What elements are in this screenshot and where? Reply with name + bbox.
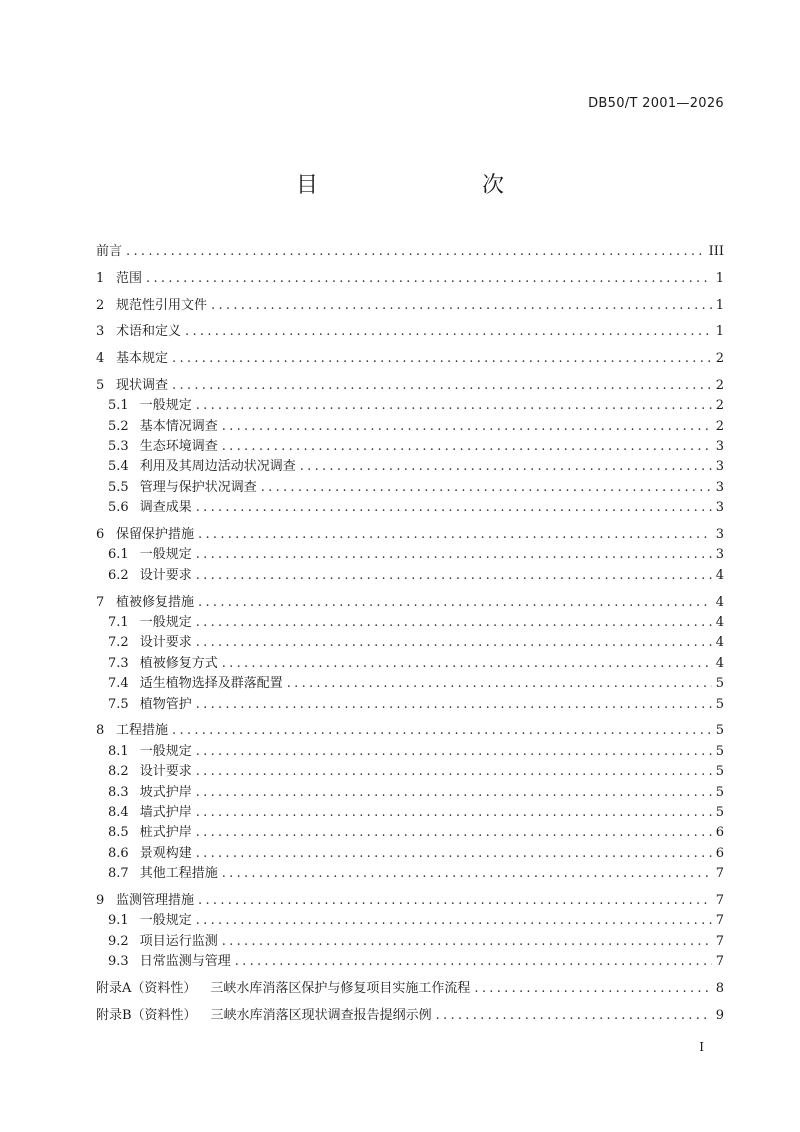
toc-entry[interactable]	[96, 911, 724, 931]
toc-entry-page: 7	[715, 933, 724, 949]
toc-entry-label: 坡式护岸	[139, 784, 192, 800]
toc-entry-label: 设计要求	[139, 635, 192, 651]
toc-entry-label: 三峡水库消落区保护与修复项目实施工作流程	[210, 980, 471, 996]
toc-entry-number: 7.3	[108, 655, 129, 671]
toc-entry-page: 5	[715, 743, 724, 759]
toc-entry-page: 2	[715, 418, 724, 434]
dot-leader	[222, 864, 712, 884]
dot-leader	[126, 242, 705, 262]
toc-entry[interactable]	[96, 376, 724, 396]
toc-entry-page: III	[708, 244, 724, 259]
toc-entry-page: 6	[715, 825, 724, 841]
toc-entry-number: 8.3	[108, 784, 129, 800]
toc-entry-label: 基本情况调查	[139, 418, 218, 434]
toc-entry-page: 3	[715, 479, 724, 495]
dot-leader	[196, 762, 712, 782]
dot-leader	[198, 891, 712, 911]
toc-entry[interactable]	[96, 593, 724, 613]
toc-entry-number: 7.4	[108, 676, 129, 692]
dot-leader	[222, 437, 712, 457]
toc-entry-page: 5	[715, 723, 724, 739]
toc-entry[interactable]	[96, 979, 724, 999]
toc-entry[interactable]	[96, 633, 724, 653]
dot-leader	[196, 823, 712, 843]
toc-entry[interactable]	[96, 952, 724, 972]
toc-entry-label: 一般规定	[139, 913, 192, 929]
page-title: 目 次	[295, 173, 544, 198]
toc-entry-page: 3	[715, 439, 724, 455]
toc-entry-page: 7	[715, 913, 724, 929]
toc-entry-number: 3	[96, 324, 105, 340]
toc-entry-number: 5.6	[108, 500, 129, 516]
toc-entry[interactable]	[96, 322, 724, 342]
dot-leader	[196, 613, 712, 633]
toc-entry-number: 附录B（资料性）	[96, 1007, 197, 1023]
toc-entry-page: 5	[715, 784, 724, 800]
toc-entry-label: 项目运行监测	[139, 933, 218, 949]
toc-entry-label: 基本规定	[116, 351, 169, 367]
toc-entry-page: 4	[715, 635, 724, 651]
toc-entry-number: 7	[96, 594, 105, 610]
toc-entry-page: 6	[715, 845, 724, 861]
toc-entry[interactable]	[96, 1006, 724, 1026]
dot-leader	[196, 498, 712, 518]
toc-entry-label: 保留保护措施	[116, 527, 195, 543]
toc-entry[interactable]	[96, 457, 724, 477]
toc-entry[interactable]	[96, 437, 724, 457]
toc-entry-page: 3	[715, 547, 724, 563]
toc-entry[interactable]	[96, 864, 724, 884]
toc-entry-number: 5.2	[108, 418, 129, 434]
toc-entry-number: 6.1	[108, 547, 129, 563]
toc-entry-number: 5	[96, 377, 105, 393]
toc-entry-label: 管理与保护状况调查	[139, 479, 257, 495]
toc-entry[interactable]	[96, 349, 724, 369]
toc-entry[interactable]	[96, 269, 724, 289]
toc-entry[interactable]	[96, 545, 724, 565]
toc-entry-page: 5	[715, 676, 724, 692]
toc-entry-page: 7	[715, 866, 724, 882]
dot-leader	[235, 952, 712, 972]
dot-leader	[222, 654, 712, 674]
toc-entry-page: 8	[715, 980, 724, 996]
toc-entry[interactable]	[96, 844, 724, 864]
toc-entry[interactable]	[96, 721, 724, 741]
toc-entry[interactable]	[96, 783, 724, 803]
toc-entry-number: 8.4	[108, 804, 129, 820]
toc-entry-number: 6.2	[108, 567, 129, 583]
toc-entry-number: 5.1	[108, 398, 129, 414]
toc-entry[interactable]	[96, 396, 724, 416]
dot-leader	[196, 783, 712, 803]
toc-entry-number: 7.2	[108, 635, 129, 651]
toc-entry-number: 8.5	[108, 825, 129, 841]
toc-entry-label: 生态环境调查	[139, 439, 218, 455]
dot-leader	[196, 844, 712, 864]
dot-leader	[196, 803, 712, 823]
toc-entry-number: 1	[96, 270, 105, 286]
dot-leader	[196, 633, 712, 653]
toc-entry[interactable]	[96, 566, 724, 586]
toc-entry-page: 7	[715, 954, 724, 970]
toc-entry-page: 4	[715, 655, 724, 671]
dot-leader	[185, 322, 712, 342]
toc-entry[interactable]	[96, 823, 724, 843]
toc-entry-label: 调查成果	[139, 500, 192, 516]
toc-entry-label: 设计要求	[139, 567, 192, 583]
toc-entry-number: 6	[96, 527, 105, 543]
toc-entry-page: 2	[715, 398, 724, 414]
toc-entry-label: 术语和定义	[116, 324, 182, 340]
toc-entry-label: 植被修复措施	[116, 594, 195, 610]
toc-entry-label: 植物管护	[139, 696, 192, 712]
toc-entry[interactable]	[96, 613, 724, 633]
toc-entry-label: 日常监测与管理	[139, 954, 231, 970]
dot-leader	[196, 695, 712, 715]
toc-entry-label: 三峡水库消落区现状调查报告提纲示例	[210, 1007, 432, 1023]
toc-entry-label: 利用及其周边活动状况调查	[139, 459, 296, 475]
document-code: DB50/T 2001—2026	[588, 96, 724, 111]
page-number: I	[699, 1040, 704, 1054]
toc-entry[interactable]	[96, 498, 724, 518]
toc-entry[interactable]	[96, 803, 724, 823]
dot-leader	[172, 376, 712, 396]
toc-entry-number: 4	[96, 351, 105, 367]
toc-entry-label: 其他工程措施	[139, 866, 218, 882]
dot-leader	[261, 478, 712, 498]
dot-leader	[436, 1006, 712, 1026]
toc-entry-number: 9.1	[108, 913, 129, 929]
dot-leader	[198, 593, 712, 613]
toc-entry[interactable]	[96, 695, 724, 715]
dot-leader	[172, 349, 712, 369]
dot-leader	[211, 296, 712, 316]
dot-leader	[196, 396, 712, 416]
dot-leader	[474, 979, 711, 999]
dot-leader	[196, 911, 712, 931]
toc-entry[interactable]	[96, 478, 724, 498]
toc-entry[interactable]	[96, 525, 724, 545]
toc-entry-number: 5.3	[108, 439, 129, 455]
toc-entry-label: 前言	[96, 244, 123, 259]
dot-leader	[198, 525, 712, 545]
toc-entry-number: 5.5	[108, 479, 129, 495]
toc-entry-page: 3	[715, 459, 724, 475]
toc-entry-page: 2	[715, 377, 724, 393]
toc-entry-label: 桩式护岸	[139, 825, 192, 841]
dot-leader	[222, 417, 712, 437]
dot-leader	[300, 457, 712, 477]
toc-entry-label: 规范性引用文件	[116, 297, 208, 313]
toc-entry-number: 5.4	[108, 459, 129, 475]
toc-entry[interactable]	[96, 891, 724, 911]
toc-entry[interactable]	[96, 242, 724, 262]
toc-entry-number: 8	[96, 723, 105, 739]
toc-entry-number: 9.3	[108, 954, 129, 970]
toc-entry-page: 5	[715, 804, 724, 820]
toc-entry-page: 3	[715, 527, 724, 543]
toc-entry-page: 4	[715, 594, 724, 610]
toc-entry-label: 适生植物选择及群落配置	[139, 676, 283, 692]
dot-leader	[196, 566, 712, 586]
toc-entry-page: 9	[715, 1007, 724, 1023]
table-of-contents	[96, 242, 724, 1026]
toc-entry-label: 现状调查	[116, 377, 169, 393]
toc-entry-label: 工程措施	[116, 723, 169, 739]
toc-entry-number: 7.1	[108, 614, 129, 630]
toc-entry[interactable]	[96, 932, 724, 952]
toc-entry-page: 2	[715, 351, 724, 367]
toc-entry-page: 3	[715, 500, 724, 516]
toc-entry-number: 8.6	[108, 845, 129, 861]
dot-leader	[172, 721, 712, 741]
toc-entry-number: 7.5	[108, 696, 129, 712]
toc-entry-number: 2	[96, 297, 105, 313]
dot-leader	[196, 742, 712, 762]
toc-entry-label: 景观构建	[139, 845, 192, 861]
dot-leader	[222, 932, 712, 952]
toc-entry-page: 4	[715, 567, 724, 583]
toc-entry-page: 5	[715, 696, 724, 712]
toc-entry-label: 一般规定	[139, 398, 192, 414]
toc-entry[interactable]	[96, 654, 724, 674]
toc-entry-page: 1	[715, 297, 724, 313]
toc-entry-label: 设计要求	[139, 764, 192, 780]
toc-entry-label: 植被修复方式	[139, 655, 218, 671]
toc-entry-number: 8.2	[108, 764, 129, 780]
toc-entry-page: 1	[715, 270, 724, 286]
toc-entry[interactable]	[96, 296, 724, 316]
dot-leader	[146, 269, 712, 289]
dot-leader	[287, 674, 712, 694]
toc-entry-number: 8.7	[108, 866, 129, 882]
dot-leader	[196, 545, 712, 565]
toc-entry-label: 一般规定	[139, 614, 192, 630]
toc-entry[interactable]	[96, 742, 724, 762]
toc-entry-label: 一般规定	[139, 743, 192, 759]
toc-entry-page: 1	[715, 324, 724, 340]
toc-entry-label: 范围	[116, 270, 143, 286]
toc-entry-number: 9.2	[108, 933, 129, 949]
toc-entry-page: 7	[715, 892, 724, 908]
toc-entry-label: 一般规定	[139, 547, 192, 563]
toc-entry-number: 附录A（资料性）	[96, 980, 197, 996]
toc-entry-number: 8.1	[108, 743, 129, 759]
toc-entry-number: 9	[96, 892, 105, 908]
toc-entry[interactable]	[96, 417, 724, 437]
toc-entry[interactable]	[96, 674, 724, 694]
toc-entry-label: 监测管理措施	[116, 892, 195, 908]
toc-entry-label: 墙式护岸	[139, 804, 192, 820]
toc-entry-page: 5	[715, 764, 724, 780]
toc-entry[interactable]	[96, 762, 724, 782]
toc-entry-page: 4	[715, 614, 724, 630]
